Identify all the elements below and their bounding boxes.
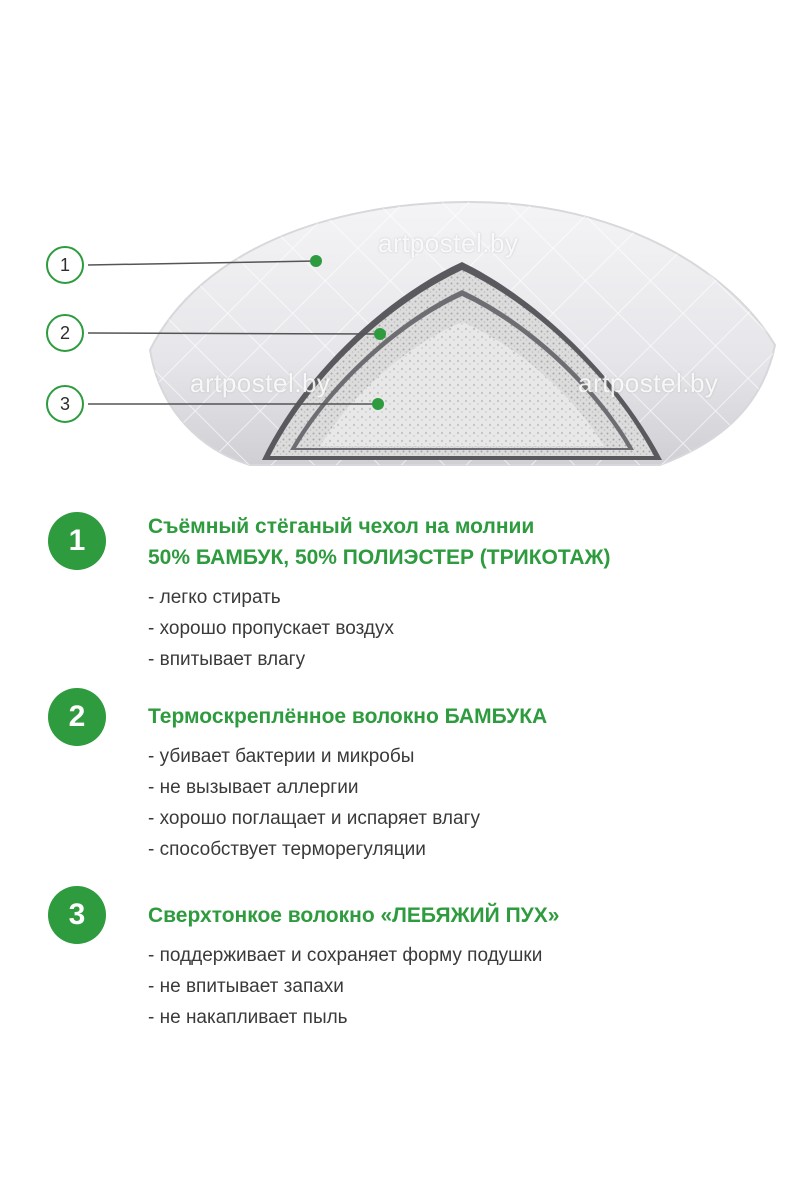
feature-title-line: Съёмный стёганый чехол на молнии [148, 515, 535, 538]
pillow-svg [0, 150, 800, 490]
feature-bullet: - не накапливает пыль [148, 1007, 348, 1028]
feature-bullets [148, 741, 480, 865]
feature-title-line: Термоскреплённое волокно БАМБУКА [148, 705, 548, 728]
feature-bullet: - не впитывает запахи [148, 976, 344, 997]
watermark-left: artpostel.by [190, 368, 331, 398]
feature-title-line: Сверхтонкое волокно «ЛЕБЯЖИЙ ПУХ» [148, 904, 560, 927]
feature-number-badge: 1 [48, 512, 106, 570]
feature-number-badge: 3 [48, 886, 106, 944]
callout-2: 2 [46, 314, 84, 352]
callout-3: 3 [46, 385, 84, 423]
watermark-top: artpostel.by [378, 228, 519, 258]
feature-title-line: 50% БАМБУК, 50% ПОЛИЭСТЕР (ТРИКОТАЖ) [148, 546, 611, 569]
feature-bullets [148, 582, 394, 675]
feature-bullet: - поддерживает и сохраняет форму подушки [148, 945, 543, 966]
feature-bullet: - хорошо пропускает воздух [148, 618, 395, 639]
callout-1: 1 [46, 246, 84, 284]
feature-bullet: - хорошо поглащает и испаряет влагу [148, 808, 480, 829]
feature-number-badge: 2 [48, 688, 106, 746]
feature-bullets [148, 940, 542, 1033]
feature-bullet: - не вызывает аллергии [148, 777, 359, 798]
feature-bullet: - легко стирать [148, 587, 281, 608]
feature-bullet: - убивает бактерии и микробы [148, 746, 415, 767]
pillow-cross-section-illustration [0, 150, 800, 490]
feature-bullet: - впитывает влагу [148, 649, 306, 670]
watermark-right: artpostel.by [578, 368, 719, 398]
feature-bullet: - способствует терморегуляции [148, 839, 426, 860]
